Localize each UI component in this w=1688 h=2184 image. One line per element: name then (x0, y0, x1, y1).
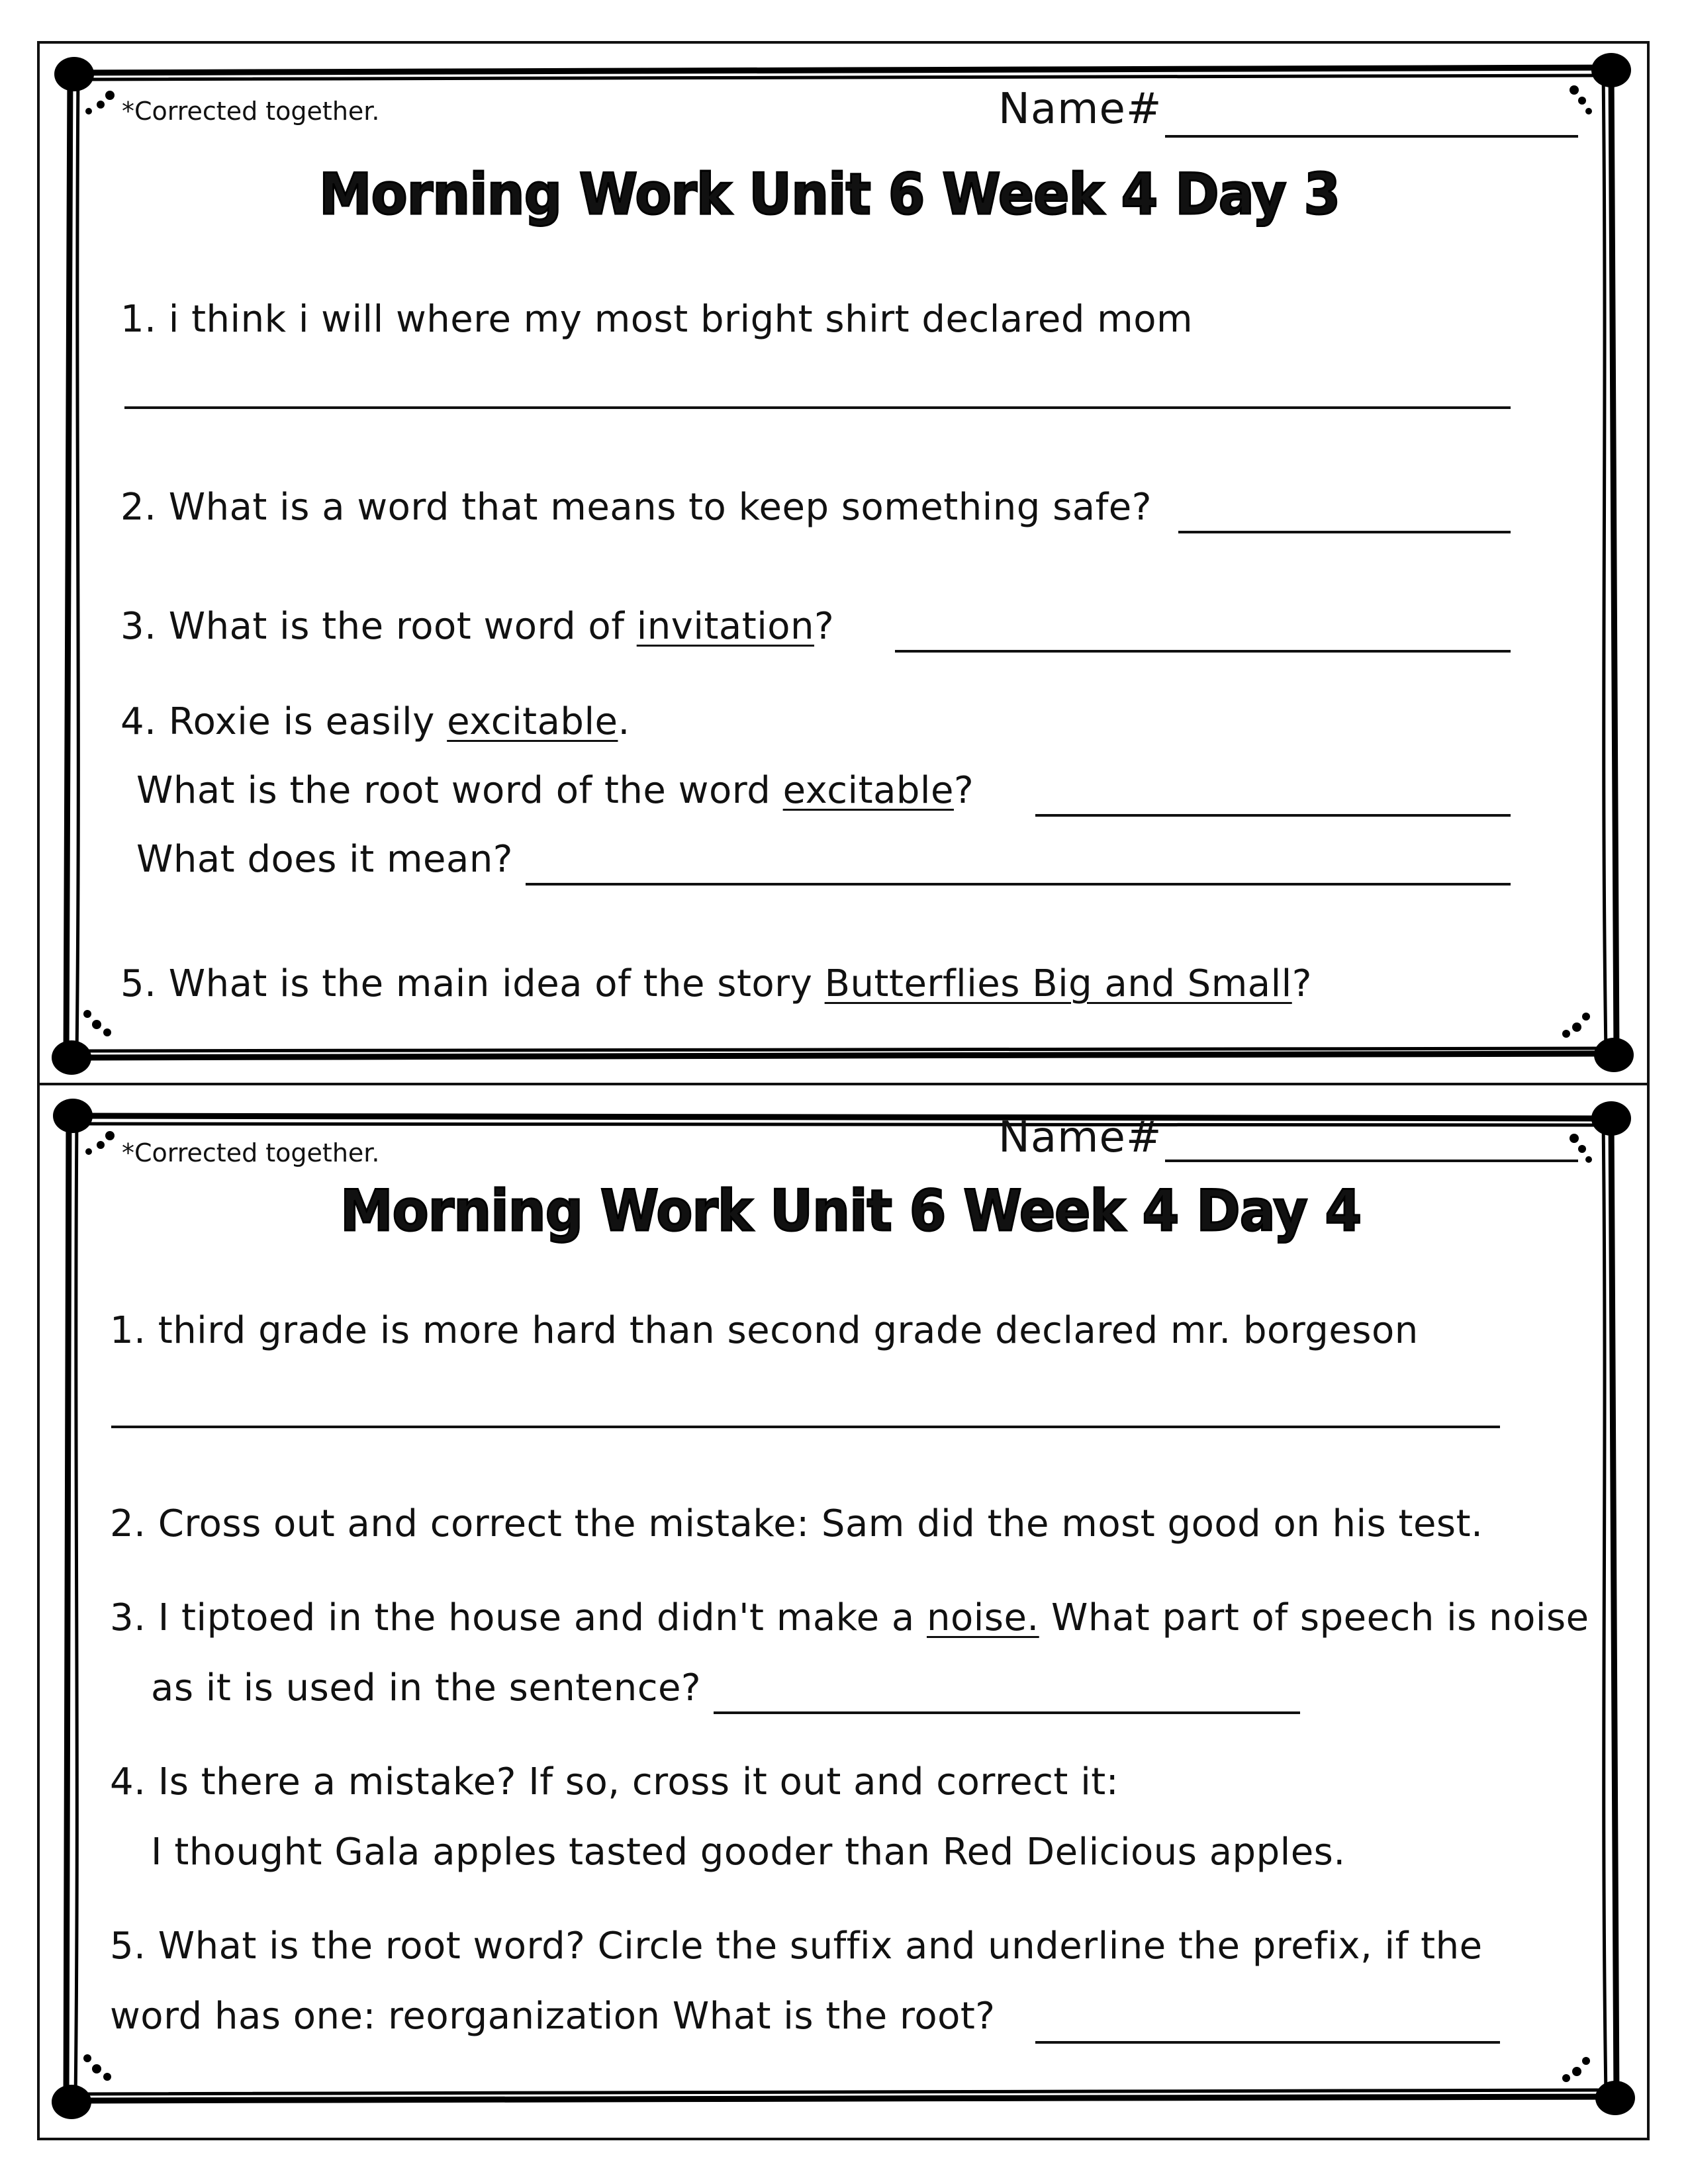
page-title: Morning Work Unit 6 Week 4 Day 3 (319, 161, 1340, 228)
answer-line-5[interactable] (1035, 2041, 1500, 2044)
answer-line-2[interactable] (1178, 531, 1511, 533)
answer-line-4b[interactable] (526, 883, 1511, 886)
question-5-cont: word has one: reorganization What is the root? (110, 1995, 996, 2038)
name-field[interactable] (1165, 135, 1578, 138)
question-2: 2. Cross out and correct the mistake: Sam did the most good on his test. (110, 1502, 1483, 1545)
question-2: 2. What is a word that means to keep something safe? (120, 486, 1152, 529)
question-4-meaning: What does it mean? (136, 838, 514, 881)
question-4-sentence: I thought Gala apples tasted gooder than Red Delicious apples. (151, 1831, 1346, 1874)
page-title: Morning Work Unit 6 Week 4 Day 4 (340, 1178, 1362, 1244)
worksheet-card-day4 (37, 1085, 1650, 2140)
question-1: 1. third grade is more hard than second grade declared mr. borgeson (110, 1309, 1419, 1352)
question-4: 4. Is there a mistake? If so, cross it out and correct it: (110, 1760, 1119, 1803)
corrected-note: *Corrected together. (122, 1138, 380, 1167)
name-label: Name# (998, 1113, 1162, 1162)
answer-line-4a[interactable] (1035, 814, 1511, 817)
question-3: 3. I tiptoed in the house and didn't make a noise. What part of speech is noise (110, 1596, 1589, 1639)
question-4-root: What is the root word of the word excitable? (136, 769, 974, 812)
name-label: Name# (998, 85, 1162, 134)
question-1: 1. i think i will where my most bright shirt declared mom (120, 298, 1194, 341)
worksheet-card-day3 (37, 41, 1650, 1083)
question-4: 4. Roxie is easily excitable. (120, 700, 630, 743)
answer-line-1[interactable] (124, 406, 1511, 409)
question-5: 5. What is the main idea of the story Butterflies Big and Small? (120, 962, 1312, 1005)
question-3-cont: as it is used in the sentence? (151, 1666, 702, 1709)
answer-line-1[interactable] (111, 1426, 1500, 1428)
answer-line-3[interactable] (895, 650, 1511, 653)
question-3: 3. What is the root word of invitation? (120, 605, 835, 648)
corrected-note: *Corrected together. (122, 97, 380, 126)
question-5: 5. What is the root word? Circle the suffix and underline the prefix, if the (110, 1925, 1483, 1968)
answer-line-3[interactable] (714, 1711, 1300, 1714)
name-field[interactable] (1165, 1160, 1578, 1162)
